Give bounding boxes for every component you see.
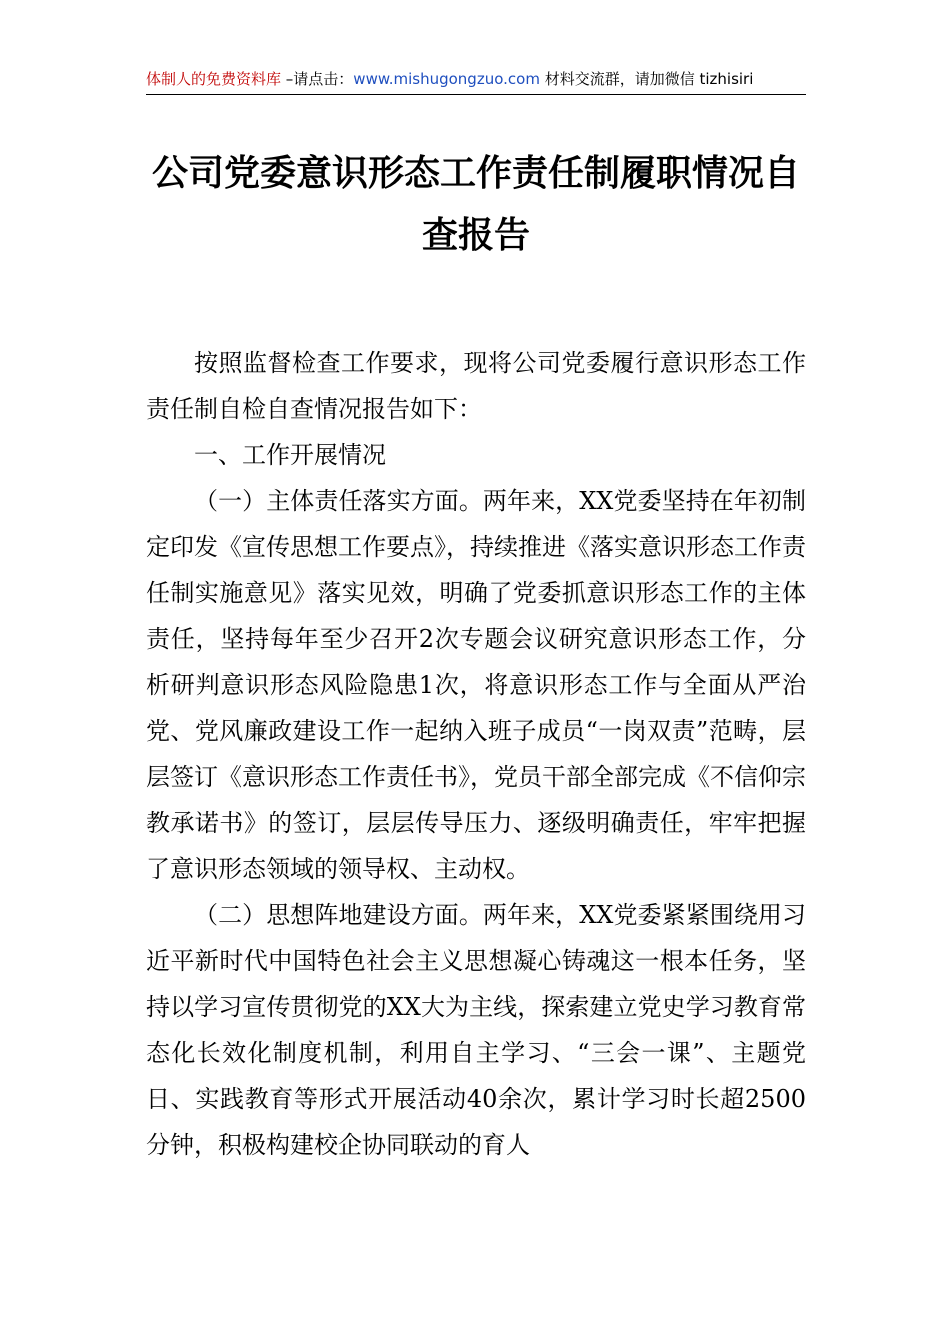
page-header <box>146 64 806 95</box>
item-1-text: 两年来，XX党委坚持在年初制定印发《宣传思想工作要点》，持续推进《落实意识形态工作责任制实施意见》落实见效，明确了党委抓意识形态工作的主体责任，坚持每年至少召开2次专题会议研究意识形态工作，分析研判意识形态风险隐患1次，将意识形态工作与全面从严治党、党风廉政建设工作一起纳入班子成员“一岗双责”范畴，层层签订《意识形态工作责任书》，党员干部全部完成《不信仰宗教承诺书》的签订，层层传导压力、逐级明确责任，牢牢把握了意识形态领域的领导权、主动权。 <box>146 487 807 883</box>
item-2-text: 两年来，XX党委紧紧围绕用习近平新时代中国特色社会主义思想凝心铸魂这一根本任务，坚持以学习宣传贯彻党的XX大为主线，探索建立党史学习教育常态化长效化制度机制，利用自主学习、“三会一课”、主题党日、实践教育等形式开展活动40余次，累计学习时长超2500分钟，积极构建校企协同联动的育人 <box>146 901 807 1159</box>
header-site-name: 体制人的免费资料库 <box>146 70 282 88</box>
item-1-lead: （一）主体责任落实方面。 <box>194 487 483 515</box>
paragraph-item-1 <box>146 478 806 892</box>
document-title <box>146 142 806 266</box>
header-contact-text: 材料交流群，请加微信 tizhisiri <box>539 70 754 88</box>
paragraph-item-2 <box>146 892 806 1168</box>
title-line-1: 公司党委意识形态工作责任制履职情况自 <box>151 152 800 194</box>
intro-paragraph: 按照监督检查工作要求，现将公司党委履行意识形态工作责任制自检自查情况报告如下： <box>146 349 806 423</box>
header-url-link[interactable]: www.mishugongzuo.com <box>353 70 540 88</box>
title-line-2: 查报告 <box>421 214 530 256</box>
document-body <box>146 340 806 1168</box>
header-separator: –请点击： <box>281 70 354 88</box>
item-2-lead: （二）思想阵地建设方面。 <box>194 901 483 929</box>
section-heading: 一、工作开展情况 <box>194 441 386 469</box>
